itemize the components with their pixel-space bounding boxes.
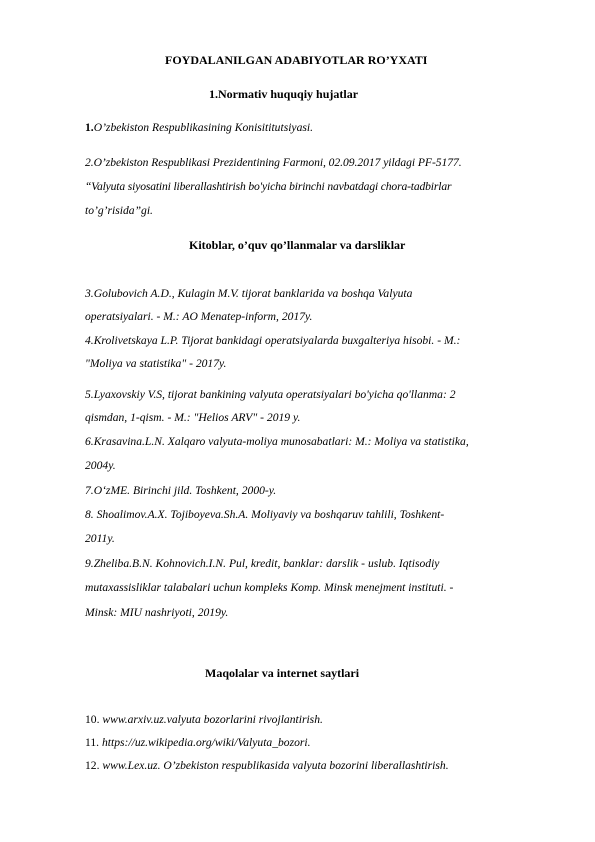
reference-number: 10. [85,713,103,726]
reference-link-text: www.arxiv.uz.valyuta bozorlarini rivojlantirish. [102,713,323,726]
reference-text: O’zbekiston Respublikasining Konisititutsiyasi. [93,121,314,134]
section-heading-books: Kitoblar, o’quv qo’llanmalar va darsliklar [189,238,406,252]
reference-number: 1. [85,121,94,134]
book-line: 6.Krasavina.L.N. Xalqaro valyuta-moliya munosabatlari: M.: Moliya va statistika, [85,435,469,448]
book-line: "Moliya va statistika" - 2017y. [85,357,227,370]
reference-item-2-line-3: to’g’risida”gi. [85,204,153,217]
book-line: 5.Lyaxovskiy V.S, tijorat bankining valyuta operatsiyalari bo'yicha qo'llanma: 2 [85,388,456,401]
book-line: operatsiyalari. - M.: AO Menatep-inform, 2017y. [85,310,313,323]
section-heading-articles: Maqolalar va internet saytlari [205,666,360,680]
book-line: 4.Krolivetskaya L.P. Tijorat bankidagi operatsiyalarda buxgalteriya hisobi. - M.: [85,334,461,347]
book-line: mutaxassisliklar talabalari uchun kompleks Komp. Minsk menejment instituti. - [85,581,454,594]
reference-number: 11. [85,736,102,749]
book-line: 3.Golubovich A.D., Kulagin M.V. tijorat banklarida va boshqa Valyuta [85,287,413,300]
reference-link-text: www.Lex.uz. O’zbekiston respublikasida valyuta bozorini liberallashtirish. [102,759,449,772]
web-reference-10 [85,713,323,727]
reference-link-text: https://uz.wikipedia.org/wiki/Valyuta_bozori. [101,736,311,749]
book-line: 7.O‘zME. Birinchi jild. Toshkent, 2000-y. [85,484,277,497]
book-line: 2004y. [85,459,116,472]
book-line: qismdan, 1-qism. - M.: "Helios ARV" - 2019 y. [85,411,301,424]
book-line: 2011y. [85,532,115,545]
book-line: 9.Zheliba.B.N. Kohnovich.I.N. Pul, kredit, banklar: darslik - uslub. Iqtisodiy [85,557,440,570]
reference-item-2-line-1: 2.O’zbekiston Respublikasi Prezidentining Farmoni, 02.09.2017 yildagi PF-5177. [85,156,462,169]
book-line: 8. Shoalimov.A.X. Tojiboyeva.Sh.A. Moliyaviy va boshqaruv tahlili, Toshkent- [85,508,445,521]
reference-number: 12. [85,759,103,772]
reference-item-2-line-2: “Valyuta siyosatini liberallashtirish bo'yicha birinchi navbatdagi chora-tadbirlar [85,180,452,193]
web-reference-12 [85,759,449,773]
reference-item-1 [85,121,313,135]
book-line: Minsk: MIU nashriyoti, 2019y. [85,606,229,619]
section-heading-normative: 1.Normativ huquqiy hujatlar [209,87,359,101]
page-title: FOYDALANILGAN ADABIYOTLAR RO’YXATI [165,53,428,67]
web-reference-11 [85,736,311,750]
